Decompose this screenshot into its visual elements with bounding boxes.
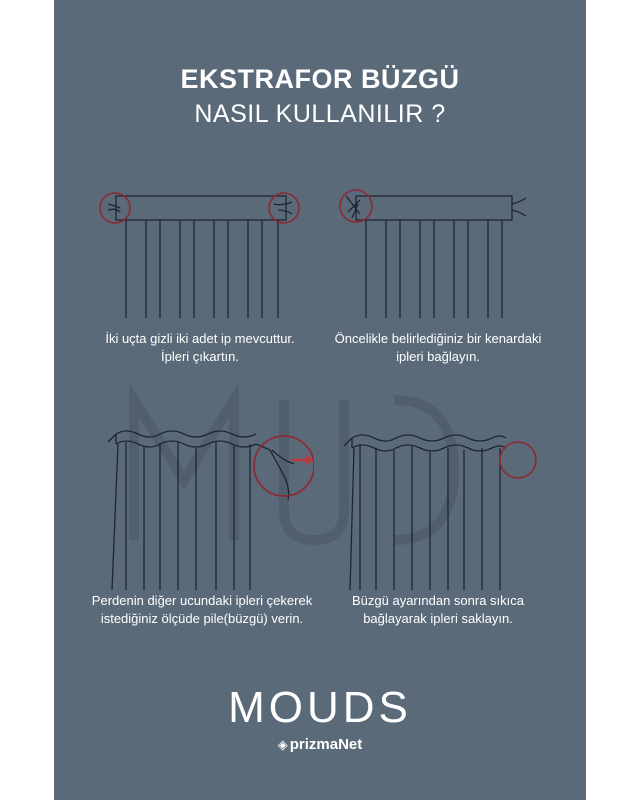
prizmanet-brand: ◈ prizmaNet — [277, 736, 363, 753]
step-2-caption: Öncelikle belirlediğiniz bir kenardaki ipleri bağlayın. — [334, 331, 542, 364]
step-4-caption: Büzgü ayarından sonra sıkıca bağlayarak ipleri saklayın. — [352, 593, 524, 626]
red-circle-highlight-icon — [500, 442, 536, 478]
step-1-diagram — [98, 178, 308, 318]
step-4-diagram — [336, 420, 546, 590]
prizmanet-diamond-icon: ◈ — [277, 737, 288, 752]
red-circle-highlight-icon — [100, 193, 130, 223]
mouds-logo — [54, 676, 586, 736]
page-subtitle: NASIL KULLANILIR ? — [194, 100, 446, 128]
step-2-diagram — [334, 178, 544, 318]
svg-text:MOUDS: MOUDS — [228, 683, 412, 732]
step-1-caption: İki uçta gizli iki adet ip mevcuttur. İpleri çıkartın. — [105, 331, 295, 364]
page-title: EKSTRAFOR BÜZGÜ — [180, 64, 460, 94]
red-circle-highlight-icon — [254, 436, 314, 496]
red-circle-highlight-icon — [269, 193, 299, 223]
instruction-card — [54, 0, 586, 800]
step-3-diagram — [94, 420, 314, 590]
right-arrow-icon — [292, 455, 314, 465]
step-3-caption: Perdenin diğer ucundaki ipleri çekerek istediğiniz ölçüde pile(büzgü) verin. — [91, 593, 313, 626]
